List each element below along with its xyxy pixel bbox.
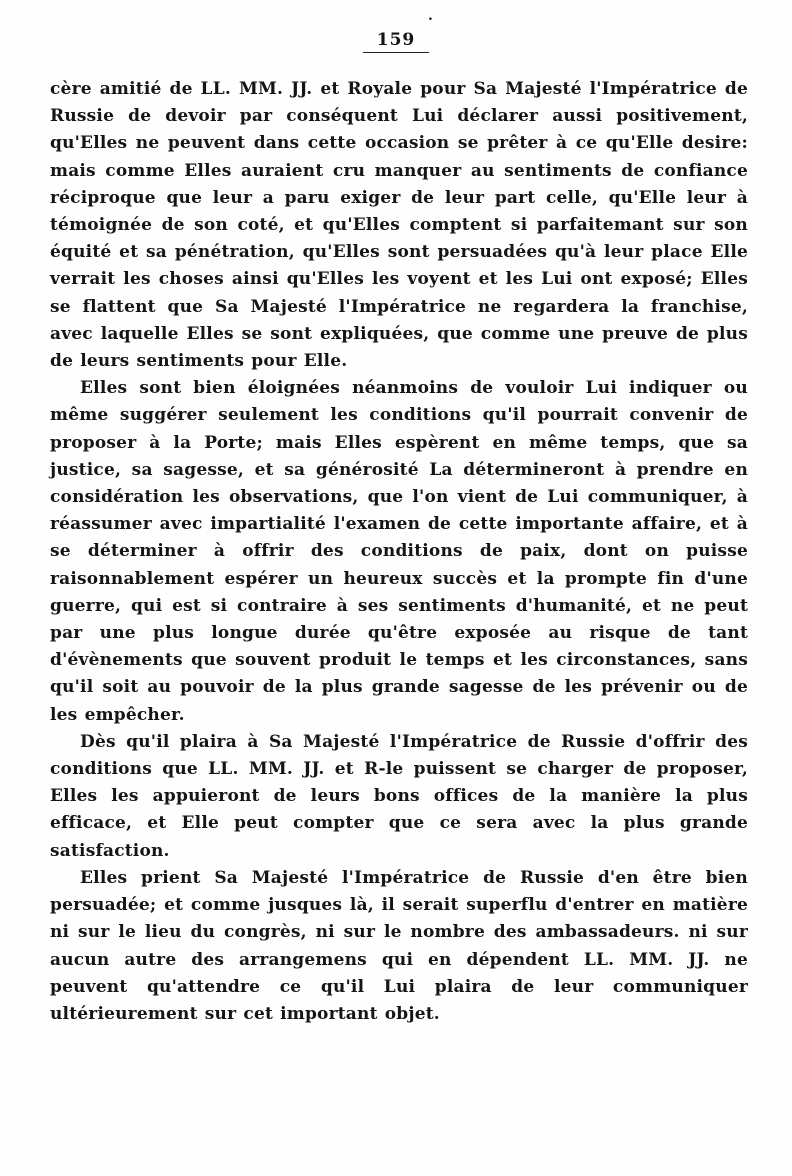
page-number-text: 159 bbox=[363, 30, 430, 53]
paragraph: Dès qu'il plaira à Sa Majesté l'Impératrice de Russie d'offrir des conditions que LL. MM. JJ. et R-le puissent se charger de proposer, Elles les appuieront de leurs bons offices de la manière la plus efficace, et Elle peut compter que ce sera avec la plus grande satisfaction. bbox=[50, 731, 748, 861]
page-number bbox=[0, 30, 792, 53]
paragraph: Elles prient Sa Majesté l'Impératrice de Russie d'en être bien persuadée; et comme jusques là, il serait superflu d'entrer en matière ni sur le lieu du congrès, ni sur le nombre des ambassadeurs. ni sur aucun autre des arrangemens qui en dépendent LL. MM. JJ. ne peuvent qu'attendre ce qu'il Lui plaira de leur communiquer ultérieurement sur cet important objet. bbox=[50, 867, 748, 1024]
paragraph: Elles sont bien éloignées néanmoins de vouloir Lui indiquer ou même suggérer seulement les conditions qu'il pourrait convenir de proposer à la Porte; mais Elles espèrent en même temps, que sa justice, sa sagesse, et sa générosité La détermineront à prendre en considération les observations, que l'on vient de Lui communiquer, à réassumer avec impartialité l'examen de cette importante affaire, et à se déterminer à offrir des conditions de paix, dont on puisse raisonnablement espérer un heureux succès et la prompte fin d'une guerre, qui est si contraire à ses sentiments d'humanité, et ne peut par une plus longue durée qu'être exposée au risque de tant d'évènements que souvent produit le temps et les circonstances, sans qu'il soit au pouvoir de la plus grande sagesse de les prévenir ou de les empêcher. bbox=[50, 378, 748, 725]
paragraph: cère amitié de LL. MM. JJ. et Royale pour Sa Majesté l'Impératrice de Russie de devoir par conséquent Lui déclarer aussi positivement, qu'Elles ne peuvent dans cette occasion se prêter à ce qu'Elle desire: mais comme Elles auraient cru manquer au sentiments de confiance réciproque que leur a paru exiger de leur part celle, qu'Elle leur à témoignée de son coté, et qu'Elles comptent si parfaitemant sur son équité et sa pénétration, qu'Elles sont persuadées qu'à leur place Elle verrait les choses ainsi qu'Elles les voyent et les Lui ont exposé; Elles se flattent que Sa Majesté l'Impératrice ne regardera la franchise, avec laquelle Elles se sont expliquées, que comme une preuve de plus de leurs sentiments pour Elle. bbox=[50, 79, 748, 372]
body-text bbox=[50, 76, 748, 1028]
print-artifact-dot: . bbox=[428, 8, 433, 24]
